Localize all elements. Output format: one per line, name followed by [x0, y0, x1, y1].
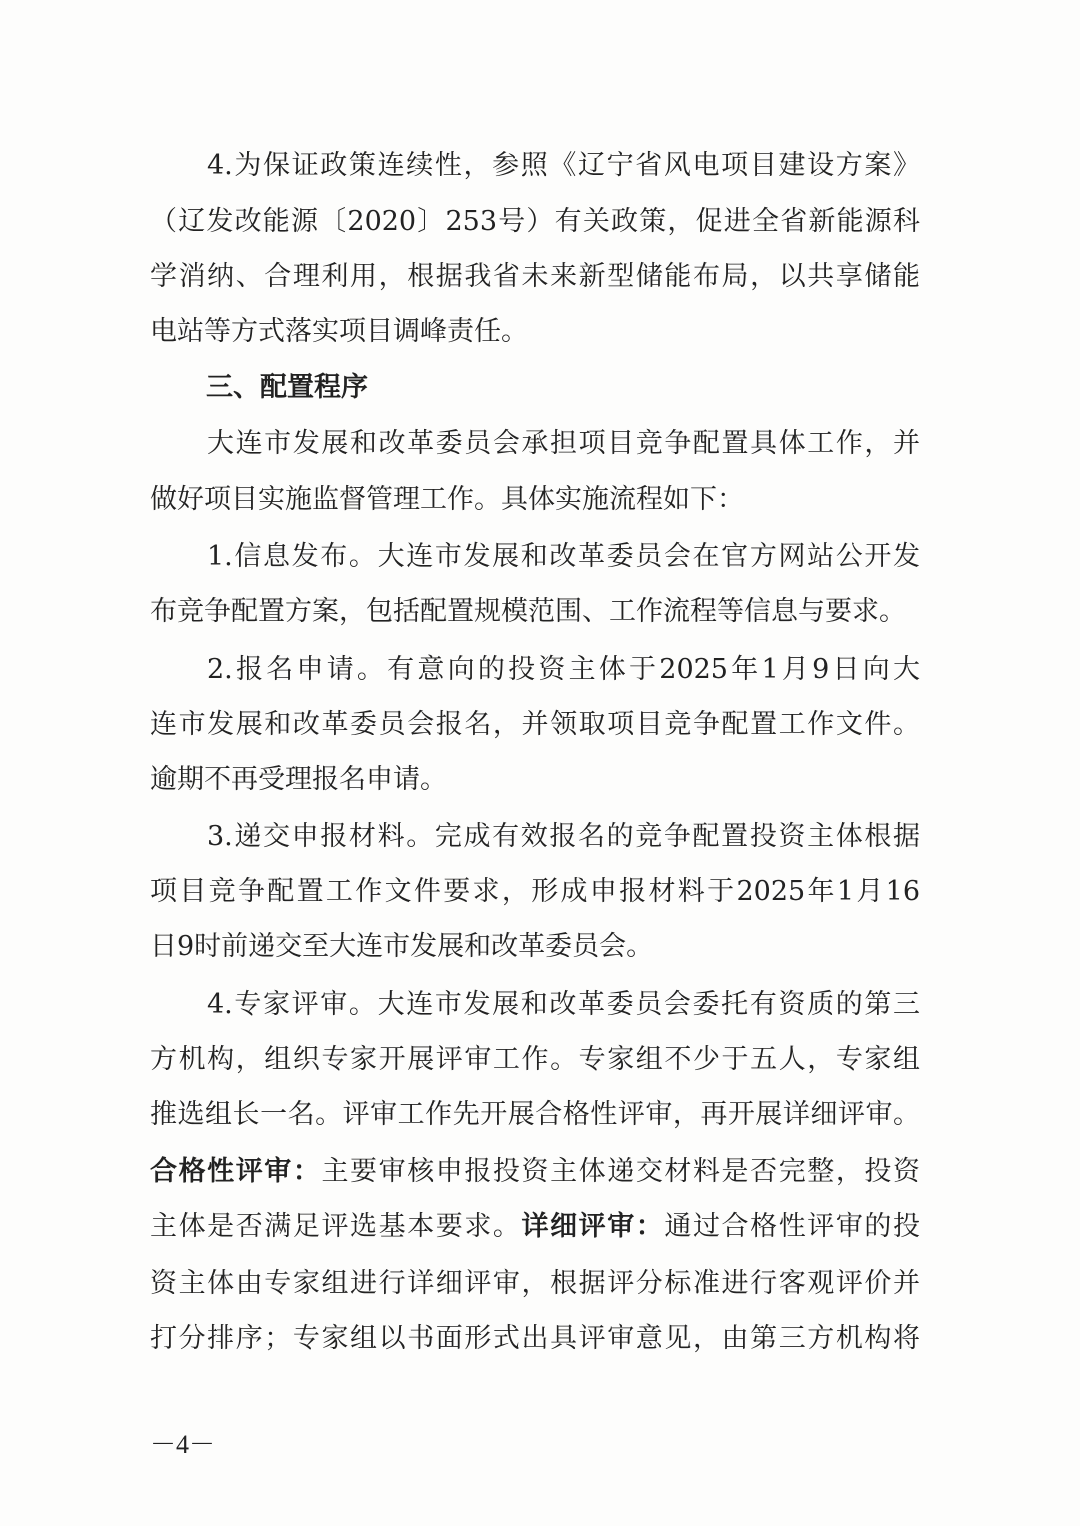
paragraph-line: 连市发展和改革委员会报名，并领取项目竞争配置工作文件。	[150, 709, 920, 740]
paragraph-line: 方机构，组织专家开展评审工作。专家组不少于五人，专家组	[150, 1044, 920, 1075]
paragraph-line	[150, 1207, 920, 1247]
paragraph-line: 1.信息发布。大连市发展和改革委员会在官方网站公开发	[207, 541, 920, 572]
detailed-review-term: 详细评审：	[521, 1211, 665, 1242]
paragraph-line: 大连市发展和改革委员会承担项目竞争配置具体工作，并	[207, 428, 920, 459]
paragraph-line: 项目竞争配置工作文件要求，形成申报材料于2025年1月16	[150, 876, 920, 907]
qualification-review-term: 合格性评审：	[150, 1156, 322, 1187]
paragraph-line: 学消纳、合理利用，根据我省未来新型储能布局，以共享储能	[150, 261, 920, 292]
page-number: －4－	[150, 1430, 216, 1459]
paragraph-line: 逾期不再受理报名申请。	[150, 764, 447, 795]
paragraph-line: 资主体由专家组进行详细评审，根据评分标准进行客观评价并	[150, 1268, 920, 1299]
paragraph-line: 做好项目实施监督管理工作。具体实施流程如下：	[150, 484, 744, 515]
paragraph-line	[150, 1152, 920, 1192]
section-heading: 三、配置程序	[206, 372, 368, 403]
paragraph-line: 4.为保证政策连续性，参照《辽宁省风电项目建设方案》	[207, 150, 920, 181]
paragraph-text: 通过合格性评审的投	[664, 1211, 921, 1242]
paragraph-line: （辽发改能源〔2020〕253号）有关政策，促进全省新能源科	[150, 206, 920, 237]
paragraph-line: 4.专家评审。大连市发展和改革委员会委托有资质的第三	[207, 989, 920, 1020]
paragraph-line: 日9时前递交至大连市发展和改革委员会。	[150, 931, 654, 962]
paragraph-text: 主体是否满足评选基本要求。	[150, 1211, 522, 1242]
paragraph-text: 主要审核申报投资主体递交材料是否完整，投资	[321, 1156, 921, 1187]
paragraph-line: 推选组长一名。评审工作先开展合格性评审，再开展详细评审。	[150, 1099, 920, 1130]
paragraph-line: 打分排序；专家组以书面形式出具评审意见，由第三方机构将	[150, 1323, 920, 1354]
paragraph-line: 电站等方式落实项目调峰责任。	[150, 316, 528, 347]
paragraph-line: 布竞争配置方案，包括配置规模范围、工作流程等信息与要求。	[150, 596, 906, 627]
paragraph-line: 2.报名申请。有意向的投资主体于2025年1月9日向大	[207, 654, 920, 685]
paragraph-line: 3.递交申报材料。完成有效报名的竞争配置投资主体根据	[207, 821, 920, 852]
